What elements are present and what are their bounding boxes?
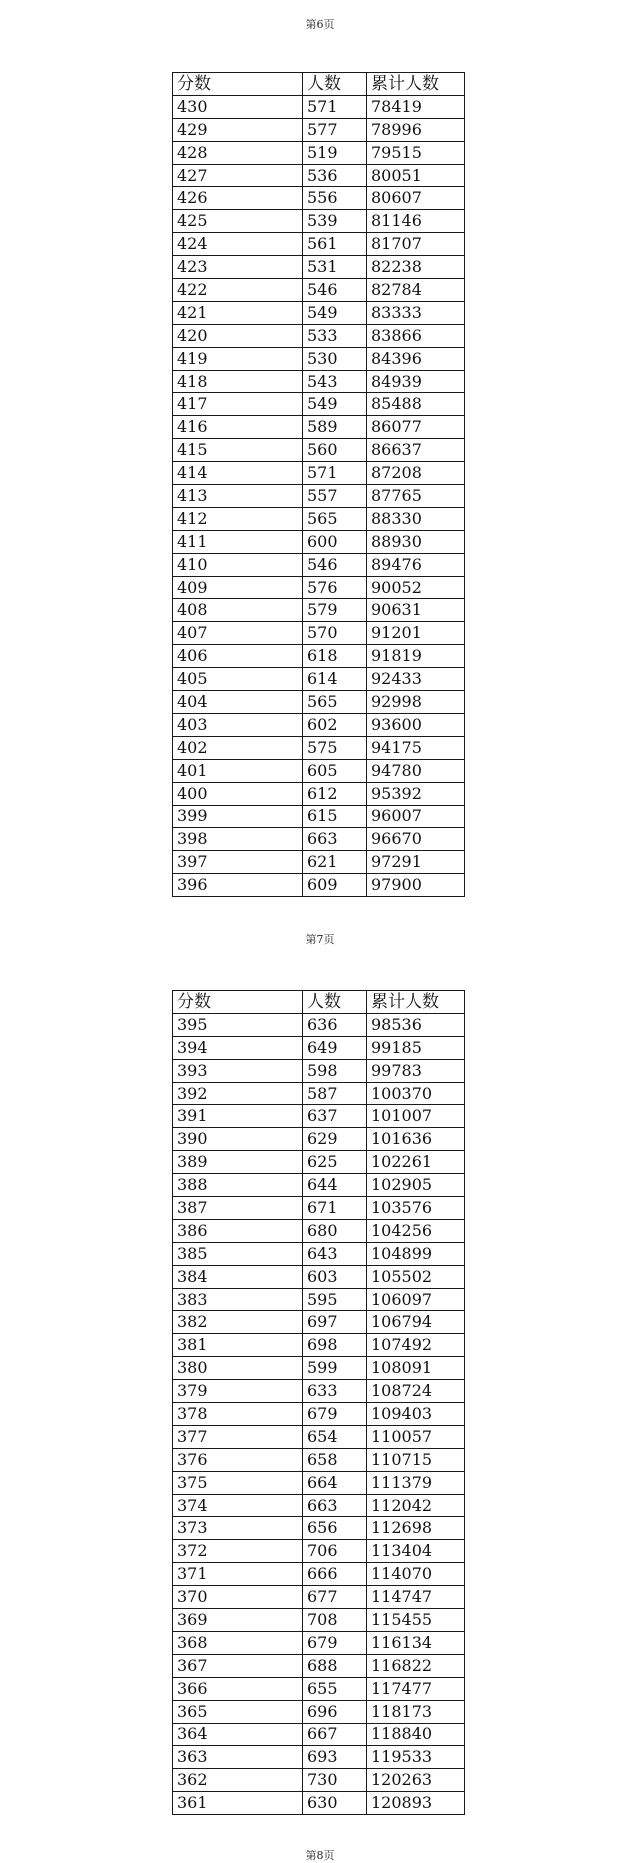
cell-cumulative: 108724	[367, 1380, 465, 1403]
cell-cumulative: 94780	[367, 759, 465, 782]
table-row	[173, 782, 465, 805]
cell-score: 403	[173, 713, 303, 736]
cell-count: 644	[303, 1174, 367, 1197]
cell-count: 612	[303, 782, 367, 805]
cell-score: 401	[173, 759, 303, 782]
page-label-7: 第7页	[305, 933, 335, 946]
cell-cumulative: 104256	[367, 1219, 465, 1242]
cell-cumulative: 92433	[367, 668, 465, 691]
cell-score: 407	[173, 622, 303, 645]
cell-count: 576	[303, 576, 367, 599]
cell-score: 395	[173, 1013, 303, 1036]
cell-score: 419	[173, 347, 303, 370]
cell-cumulative: 97291	[367, 851, 465, 874]
cell-cumulative: 80607	[367, 187, 465, 210]
cell-cumulative: 114747	[367, 1586, 465, 1609]
cell-count: 621	[303, 851, 367, 874]
cell-score: 363	[173, 1746, 303, 1769]
cell-cumulative: 78419	[367, 95, 465, 118]
table-header-row	[173, 991, 465, 1014]
table-row	[173, 1174, 465, 1197]
cell-cumulative: 91819	[367, 645, 465, 668]
table-row	[173, 1425, 465, 1448]
score-table-page-7	[172, 990, 465, 1815]
table-row	[173, 324, 465, 347]
cell-count: 636	[303, 1013, 367, 1036]
cell-score: 380	[173, 1357, 303, 1380]
cell-count: 649	[303, 1036, 367, 1059]
cell-score: 408	[173, 599, 303, 622]
table-row	[173, 1654, 465, 1677]
cell-score: 425	[173, 210, 303, 233]
table-row	[173, 1265, 465, 1288]
cell-count: 633	[303, 1380, 367, 1403]
cell-count: 663	[303, 828, 367, 851]
cell-cumulative: 87208	[367, 462, 465, 485]
table-row	[173, 370, 465, 393]
score-table-page-6	[172, 72, 465, 897]
cell-count: 615	[303, 805, 367, 828]
cell-score: 391	[173, 1105, 303, 1128]
cell-cumulative: 118840	[367, 1723, 465, 1746]
table-row	[173, 1128, 465, 1151]
cell-score: 364	[173, 1723, 303, 1746]
cell-cumulative: 101007	[367, 1105, 465, 1128]
table-row	[173, 599, 465, 622]
table-row	[173, 1288, 465, 1311]
cell-cumulative: 111379	[367, 1471, 465, 1494]
cell-count: 671	[303, 1197, 367, 1220]
cell-count: 575	[303, 736, 367, 759]
table-row	[173, 1746, 465, 1769]
cell-cumulative: 97900	[367, 874, 465, 897]
cell-count: 697	[303, 1311, 367, 1334]
cell-score: 409	[173, 576, 303, 599]
cell-score: 423	[173, 256, 303, 279]
table-row	[173, 1563, 465, 1586]
table-row	[173, 462, 465, 485]
cell-cumulative: 116822	[367, 1654, 465, 1677]
cell-score: 368	[173, 1631, 303, 1654]
cell-count: 561	[303, 233, 367, 256]
cell-count: 602	[303, 713, 367, 736]
cell-count: 637	[303, 1105, 367, 1128]
cell-score: 428	[173, 141, 303, 164]
cell-score: 385	[173, 1242, 303, 1265]
cell-score: 377	[173, 1425, 303, 1448]
cell-cumulative: 96670	[367, 828, 465, 851]
cell-cumulative: 103576	[367, 1197, 465, 1220]
table-row	[173, 1380, 465, 1403]
cell-score: 411	[173, 530, 303, 553]
cell-cumulative: 84939	[367, 370, 465, 393]
cell-cumulative: 118173	[367, 1700, 465, 1723]
cell-cumulative: 82238	[367, 256, 465, 279]
cell-score: 422	[173, 279, 303, 302]
cell-score: 387	[173, 1197, 303, 1220]
cell-score: 379	[173, 1380, 303, 1403]
table-row	[173, 530, 465, 553]
cell-count: 598	[303, 1059, 367, 1082]
table-row	[173, 1082, 465, 1105]
cell-count: 571	[303, 95, 367, 118]
cell-cumulative: 78996	[367, 118, 465, 141]
cell-score: 406	[173, 645, 303, 668]
table-row	[173, 1700, 465, 1723]
cell-count: 531	[303, 256, 367, 279]
header-score: 分数	[173, 73, 303, 96]
cell-count: 679	[303, 1403, 367, 1426]
cell-count: 546	[303, 279, 367, 302]
table-row	[173, 1197, 465, 1220]
cell-score: 427	[173, 164, 303, 187]
cell-score: 398	[173, 828, 303, 851]
table-row	[173, 736, 465, 759]
table-row	[173, 118, 465, 141]
cell-score: 362	[173, 1769, 303, 1792]
table-row	[173, 1769, 465, 1792]
table-row	[173, 553, 465, 576]
cell-cumulative: 94175	[367, 736, 465, 759]
cell-count: 600	[303, 530, 367, 553]
cell-cumulative: 85488	[367, 393, 465, 416]
table-row	[173, 691, 465, 714]
cell-cumulative: 110057	[367, 1425, 465, 1448]
table-row	[173, 622, 465, 645]
cell-count: 658	[303, 1448, 367, 1471]
cell-cumulative: 115455	[367, 1609, 465, 1632]
cell-count: 643	[303, 1242, 367, 1265]
table-row	[173, 1105, 465, 1128]
cell-score: 420	[173, 324, 303, 347]
table-row	[173, 1013, 465, 1036]
cell-count: 570	[303, 622, 367, 645]
cell-count: 688	[303, 1654, 367, 1677]
cell-score: 410	[173, 553, 303, 576]
cell-cumulative: 119533	[367, 1746, 465, 1769]
table-row	[173, 645, 465, 668]
cell-cumulative: 80051	[367, 164, 465, 187]
cell-score: 405	[173, 668, 303, 691]
cell-cumulative: 107492	[367, 1334, 465, 1357]
cell-cumulative: 81146	[367, 210, 465, 233]
header-cumulative: 累计人数	[367, 73, 465, 96]
cell-cumulative: 90631	[367, 599, 465, 622]
cell-score: 416	[173, 416, 303, 439]
table-row	[173, 874, 465, 897]
table-row	[173, 141, 465, 164]
cell-count: 663	[303, 1494, 367, 1517]
cell-cumulative: 90052	[367, 576, 465, 599]
cell-score: 371	[173, 1563, 303, 1586]
table-row	[173, 1334, 465, 1357]
cell-score: 366	[173, 1677, 303, 1700]
table-row	[173, 1036, 465, 1059]
header-count: 人数	[303, 73, 367, 96]
cell-cumulative: 82784	[367, 279, 465, 302]
table-row	[173, 164, 465, 187]
cell-cumulative: 95392	[367, 782, 465, 805]
table-row	[173, 1631, 465, 1654]
cell-score: 384	[173, 1265, 303, 1288]
cell-score: 365	[173, 1700, 303, 1723]
cell-score: 381	[173, 1334, 303, 1357]
cell-count: 698	[303, 1334, 367, 1357]
cell-score: 361	[173, 1792, 303, 1815]
cell-count: 603	[303, 1265, 367, 1288]
cell-cumulative: 102905	[367, 1174, 465, 1197]
table-row	[173, 256, 465, 279]
cell-cumulative: 106097	[367, 1288, 465, 1311]
cell-cumulative: 120263	[367, 1769, 465, 1792]
cell-score: 394	[173, 1036, 303, 1059]
table-row	[173, 1723, 465, 1746]
table-row	[173, 1677, 465, 1700]
cell-score: 369	[173, 1609, 303, 1632]
cell-count: 618	[303, 645, 367, 668]
table-row	[173, 1448, 465, 1471]
cell-count: 693	[303, 1746, 367, 1769]
cell-cumulative: 81707	[367, 233, 465, 256]
cell-score: 386	[173, 1219, 303, 1242]
cell-score: 393	[173, 1059, 303, 1082]
cell-cumulative: 93600	[367, 713, 465, 736]
cell-score: 389	[173, 1151, 303, 1174]
cell-count: 533	[303, 324, 367, 347]
cell-cumulative: 112698	[367, 1517, 465, 1540]
cell-cumulative: 96007	[367, 805, 465, 828]
cell-score: 426	[173, 187, 303, 210]
cell-cumulative: 105502	[367, 1265, 465, 1288]
cell-score: 382	[173, 1311, 303, 1334]
cell-count: 571	[303, 462, 367, 485]
cell-score: 376	[173, 1448, 303, 1471]
header-score: 分数	[173, 991, 303, 1014]
table-row	[173, 1242, 465, 1265]
cell-score: 370	[173, 1586, 303, 1609]
cell-cumulative: 102261	[367, 1151, 465, 1174]
table-row	[173, 210, 465, 233]
cell-cumulative: 109403	[367, 1403, 465, 1426]
cell-score: 397	[173, 851, 303, 874]
table-row	[173, 1311, 465, 1334]
table-row	[173, 1059, 465, 1082]
cell-score: 372	[173, 1540, 303, 1563]
cell-count: 579	[303, 599, 367, 622]
cell-cumulative: 100370	[367, 1082, 465, 1105]
table-row	[173, 301, 465, 324]
table-row	[173, 187, 465, 210]
table-row	[173, 393, 465, 416]
cell-cumulative: 114070	[367, 1563, 465, 1586]
cell-count: 519	[303, 141, 367, 164]
cell-count: 595	[303, 1288, 367, 1311]
table-row	[173, 576, 465, 599]
table-row	[173, 416, 465, 439]
cell-count: 556	[303, 187, 367, 210]
cell-score: 404	[173, 691, 303, 714]
table-row	[173, 279, 465, 302]
cell-count: 680	[303, 1219, 367, 1242]
cell-score: 374	[173, 1494, 303, 1517]
table-row	[173, 1151, 465, 1174]
cell-count: 677	[303, 1586, 367, 1609]
cell-count: 589	[303, 416, 367, 439]
cell-score: 396	[173, 874, 303, 897]
cell-cumulative: 83333	[367, 301, 465, 324]
cell-count: 549	[303, 301, 367, 324]
cell-cumulative: 92998	[367, 691, 465, 714]
cell-score: 367	[173, 1654, 303, 1677]
table-row	[173, 805, 465, 828]
cell-cumulative: 117477	[367, 1677, 465, 1700]
page-label-8: 第8页	[305, 1849, 335, 1862]
cell-cumulative: 104899	[367, 1242, 465, 1265]
cell-score: 375	[173, 1471, 303, 1494]
cell-count: 557	[303, 485, 367, 508]
table-row	[173, 1609, 465, 1632]
cell-count: 605	[303, 759, 367, 782]
table-row	[173, 713, 465, 736]
cell-count: 539	[303, 210, 367, 233]
cell-count: 565	[303, 507, 367, 530]
cell-score: 418	[173, 370, 303, 393]
cell-cumulative: 116134	[367, 1631, 465, 1654]
cell-score: 421	[173, 301, 303, 324]
table-row	[173, 95, 465, 118]
table-row	[173, 1471, 465, 1494]
cell-score: 429	[173, 118, 303, 141]
header-cumulative: 累计人数	[367, 991, 465, 1014]
cell-score: 424	[173, 233, 303, 256]
cell-score: 430	[173, 95, 303, 118]
cell-cumulative: 99185	[367, 1036, 465, 1059]
table-row	[173, 485, 465, 508]
table-row	[173, 507, 465, 530]
cell-count: 730	[303, 1769, 367, 1792]
cell-count: 654	[303, 1425, 367, 1448]
cell-score: 392	[173, 1082, 303, 1105]
cell-cumulative: 86637	[367, 439, 465, 462]
table-row	[173, 1540, 465, 1563]
cell-score: 378	[173, 1403, 303, 1426]
cell-score: 413	[173, 485, 303, 508]
cell-cumulative: 113404	[367, 1540, 465, 1563]
cell-count: 630	[303, 1792, 367, 1815]
cell-count: 625	[303, 1151, 367, 1174]
cell-count: 599	[303, 1357, 367, 1380]
cell-count: 706	[303, 1540, 367, 1563]
cell-count: 614	[303, 668, 367, 691]
cell-cumulative: 101636	[367, 1128, 465, 1151]
table-row	[173, 759, 465, 782]
cell-count: 546	[303, 553, 367, 576]
cell-count: 679	[303, 1631, 367, 1654]
cell-score: 417	[173, 393, 303, 416]
cell-score: 415	[173, 439, 303, 462]
table-row	[173, 347, 465, 370]
cell-count: 577	[303, 118, 367, 141]
table-row	[173, 1517, 465, 1540]
cell-count: 536	[303, 164, 367, 187]
cell-cumulative: 84396	[367, 347, 465, 370]
table-row	[173, 1792, 465, 1815]
table-row	[173, 233, 465, 256]
table-row	[173, 668, 465, 691]
cell-cumulative: 108091	[367, 1357, 465, 1380]
table-row	[173, 1357, 465, 1380]
cell-cumulative: 88330	[367, 507, 465, 530]
cell-cumulative: 106794	[367, 1311, 465, 1334]
cell-score: 388	[173, 1174, 303, 1197]
cell-count: 565	[303, 691, 367, 714]
table-row	[173, 1586, 465, 1609]
table-row	[173, 1219, 465, 1242]
cell-cumulative: 79515	[367, 141, 465, 164]
cell-score: 400	[173, 782, 303, 805]
cell-cumulative: 112042	[367, 1494, 465, 1517]
table-row	[173, 1494, 465, 1517]
table-row	[173, 851, 465, 874]
cell-score: 414	[173, 462, 303, 485]
cell-count: 560	[303, 439, 367, 462]
cell-cumulative: 83866	[367, 324, 465, 347]
cell-count: 667	[303, 1723, 367, 1746]
cell-count: 587	[303, 1082, 367, 1105]
cell-cumulative: 120893	[367, 1792, 465, 1815]
cell-count: 543	[303, 370, 367, 393]
page-label-6: 第6页	[305, 18, 335, 31]
table-row	[173, 439, 465, 462]
cell-cumulative: 91201	[367, 622, 465, 645]
table-row	[173, 1403, 465, 1426]
cell-score: 373	[173, 1517, 303, 1540]
cell-count: 666	[303, 1563, 367, 1586]
cell-cumulative: 87765	[367, 485, 465, 508]
cell-score: 412	[173, 507, 303, 530]
cell-cumulative: 110715	[367, 1448, 465, 1471]
cell-count: 530	[303, 347, 367, 370]
cell-cumulative: 98536	[367, 1013, 465, 1036]
cell-score: 383	[173, 1288, 303, 1311]
cell-cumulative: 86077	[367, 416, 465, 439]
cell-count: 664	[303, 1471, 367, 1494]
cell-count: 549	[303, 393, 367, 416]
cell-count: 656	[303, 1517, 367, 1540]
cell-score: 402	[173, 736, 303, 759]
cell-score: 399	[173, 805, 303, 828]
cell-cumulative: 88930	[367, 530, 465, 553]
table-header-row	[173, 73, 465, 96]
header-count: 人数	[303, 991, 367, 1014]
cell-cumulative: 99783	[367, 1059, 465, 1082]
cell-score: 390	[173, 1128, 303, 1151]
table-row	[173, 828, 465, 851]
cell-count: 696	[303, 1700, 367, 1723]
cell-count: 655	[303, 1677, 367, 1700]
cell-count: 609	[303, 874, 367, 897]
cell-count: 629	[303, 1128, 367, 1151]
cell-count: 708	[303, 1609, 367, 1632]
cell-cumulative: 89476	[367, 553, 465, 576]
